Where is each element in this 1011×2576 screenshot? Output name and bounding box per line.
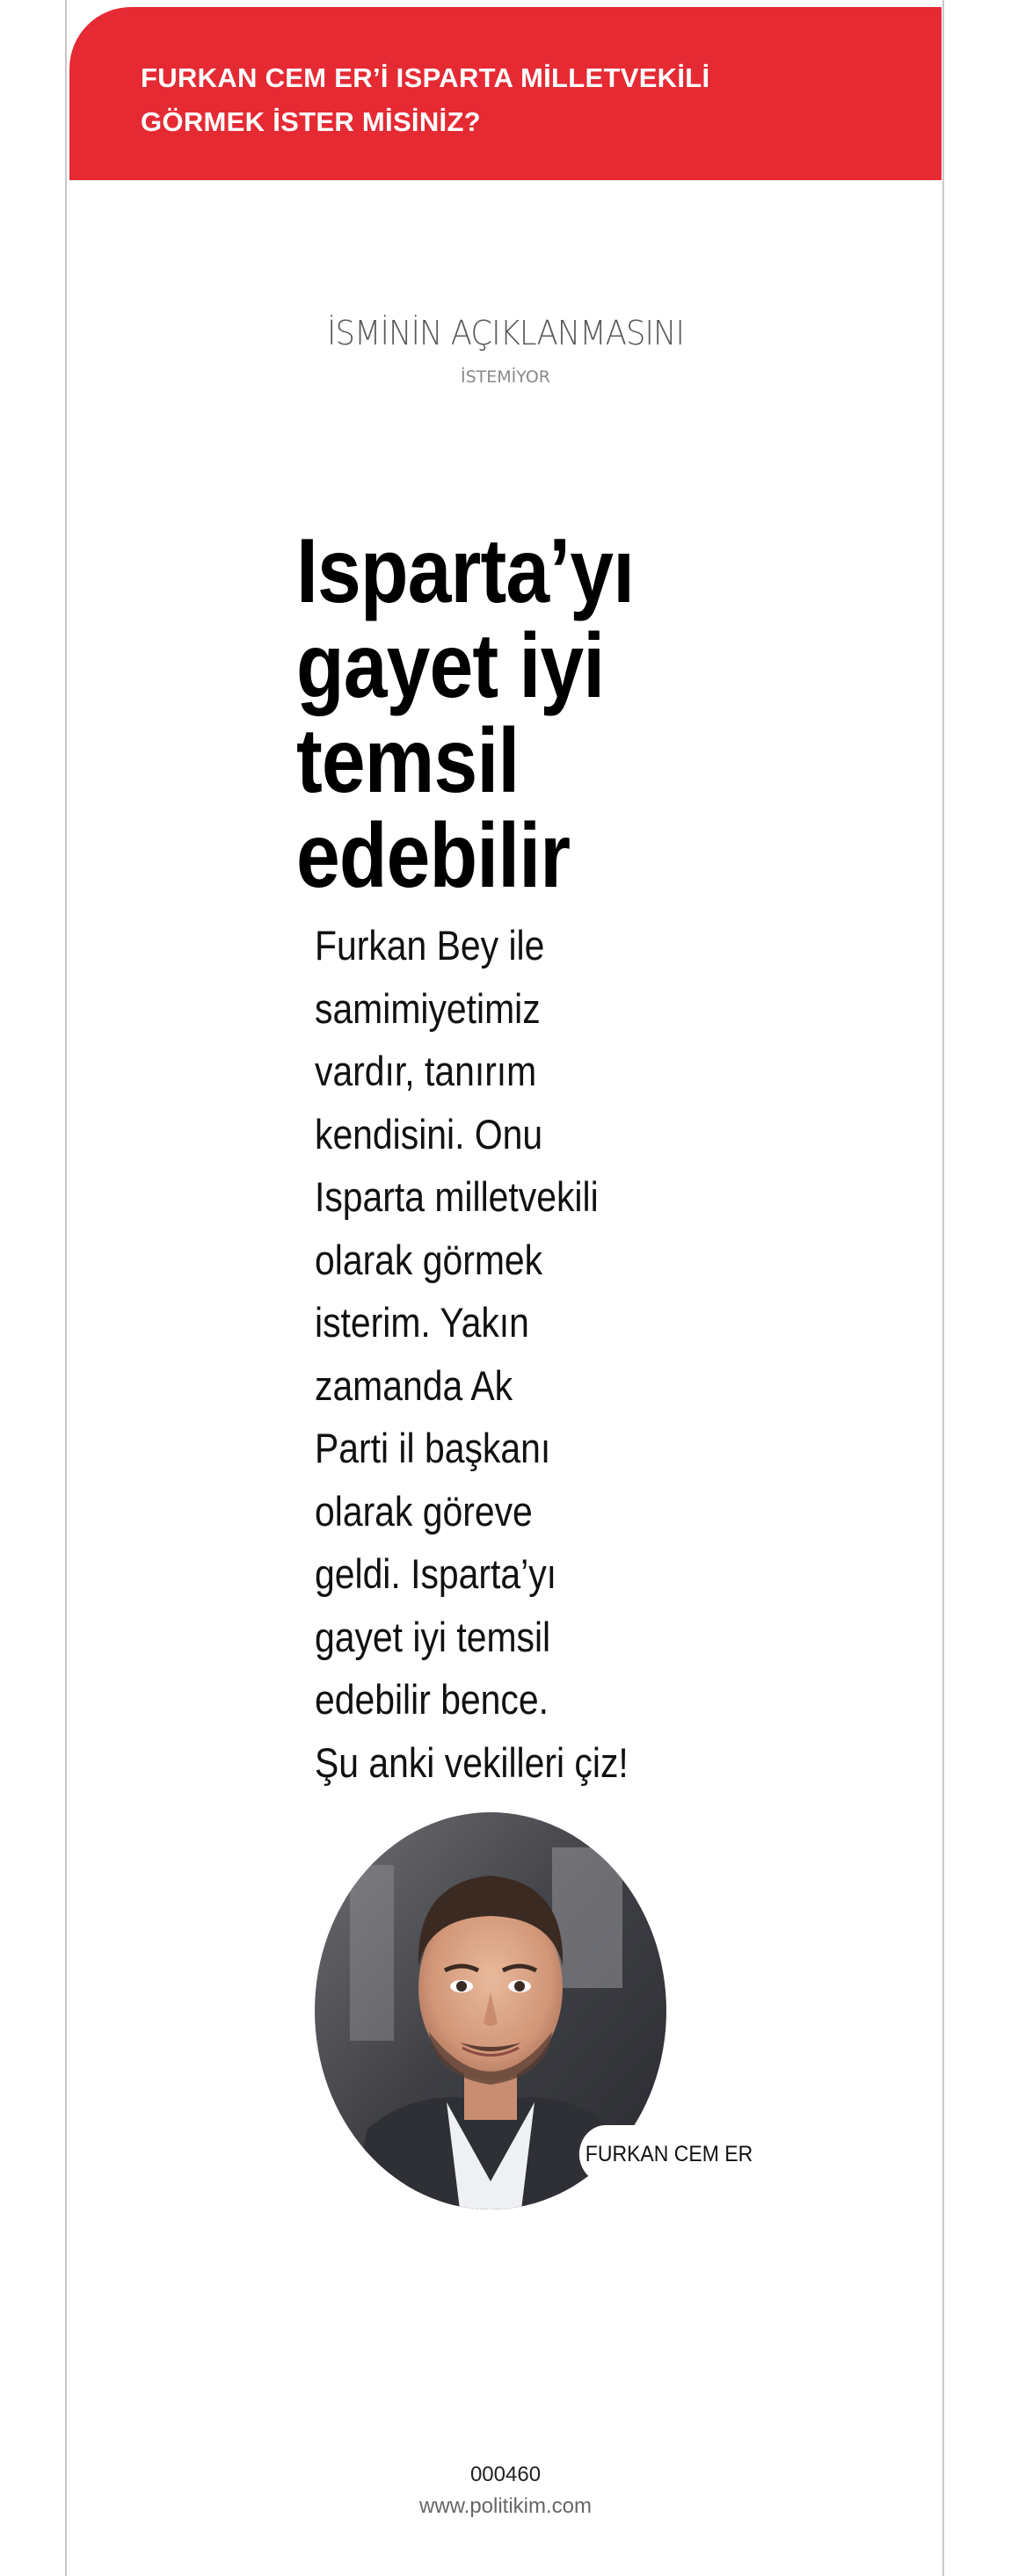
- quote-body: [315, 914, 636, 1794]
- quote-line: Şu anki vekilleri çiz!: [315, 1738, 629, 1786]
- quote-line: edebilir bence.: [315, 1676, 549, 1723]
- quote-line: Isparta milletvekili: [315, 1173, 599, 1220]
- quote-line: Furkan Bey ile: [315, 922, 545, 969]
- quote-line: Parti il başkanı: [315, 1425, 551, 1471]
- headline-line: gayet iyi: [296, 615, 605, 717]
- headline-line: temsil: [296, 710, 520, 812]
- headline-line: Isparta’yı: [296, 520, 635, 622]
- quote-line: geldi. Isparta’yı: [315, 1550, 557, 1597]
- headline: [296, 520, 659, 907]
- quote-line: zamanda Ak: [315, 1361, 513, 1409]
- portrait-name-label: FURKAN CEM ER: [579, 2125, 759, 2183]
- footer-code: 000460: [469, 2463, 542, 2486]
- footer-website: www.politikim.com: [418, 2494, 593, 2518]
- quote-line: olarak görmek: [315, 1236, 543, 1283]
- headline-line: edebilir: [296, 805, 571, 907]
- respondent-anonymity: İSMİNİN AÇIKLANMASINI: [326, 314, 685, 352]
- quote-line: olarak göreve: [315, 1487, 533, 1535]
- question-line-1: FURKAN CEM ER’İ ISPARTA MİLLETVEKİLİ: [141, 62, 710, 93]
- quote-line: samimiyetimiz: [315, 984, 541, 1032]
- question-banner: [69, 7, 942, 180]
- quote-line: kendisini. Onu: [315, 1110, 543, 1157]
- question-line-2: GÖRMEK İSTER MİSİNİZ?: [141, 106, 481, 137]
- respondent-anonymity-sub: İSTEMİYOR: [461, 367, 550, 387]
- quote-line: gayet iyi temsil: [315, 1613, 551, 1660]
- quote-line: vardır, tanırım: [315, 1048, 537, 1094]
- quote-line: isterim. Yakın: [315, 1299, 529, 1346]
